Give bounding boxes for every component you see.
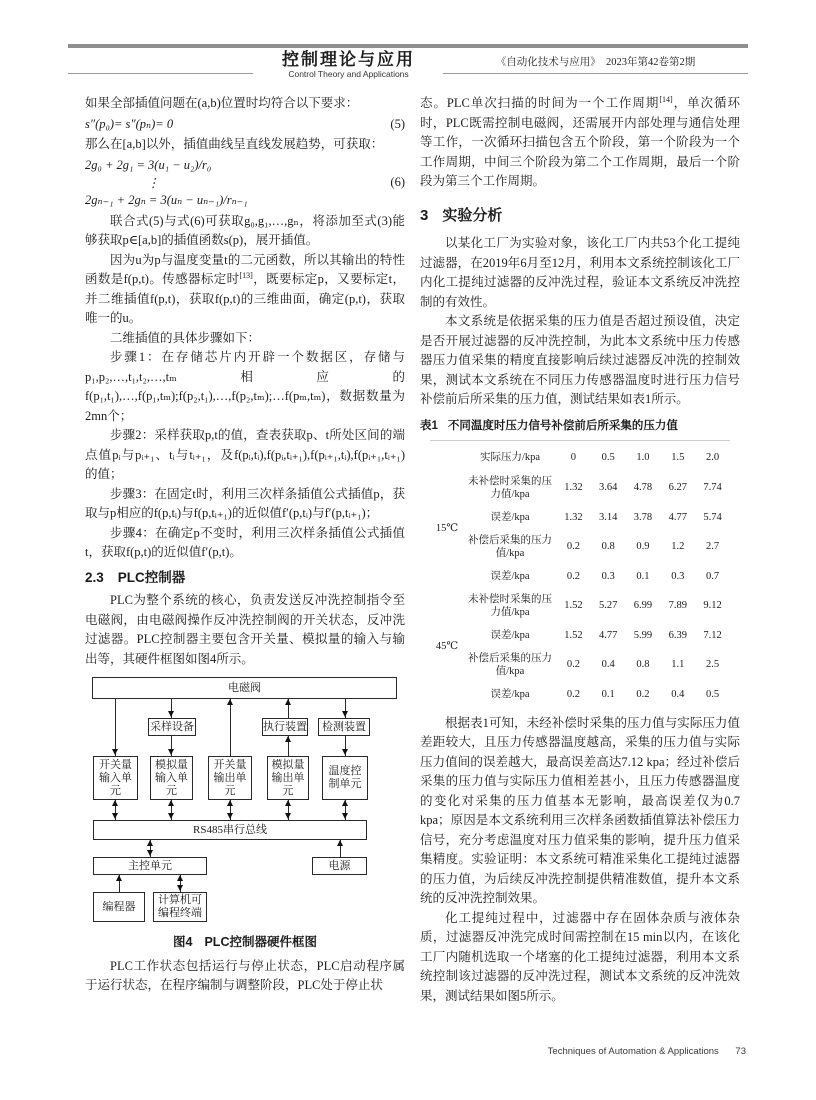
arrow-down-icon xyxy=(112,749,118,755)
diagram-box-analog-input-unit: 模拟量输入单元 xyxy=(150,756,193,800)
paragraph-plc-work: PLC工作状态包括运行与停止状态，PLC启动程序属于运行状态，在程序编制与调整阶段，PLC处于停止状 xyxy=(85,958,405,992)
arrow-down-icon xyxy=(227,813,233,819)
table1-header-row xyxy=(430,445,730,470)
table1-header-label: 实际压力/kpa xyxy=(479,451,541,463)
paragraph-then: 那么在[a,b]以外，插值曲线呈直线发展趋势，可获取： xyxy=(85,137,384,151)
diagram-box-programmer: 编程器 xyxy=(93,892,145,922)
table1-row xyxy=(464,647,730,683)
arrow-down-icon xyxy=(342,813,348,819)
arrow-up-icon xyxy=(227,800,233,806)
arrow-down-icon xyxy=(168,749,174,755)
figure4-caption-label: 图4 xyxy=(173,935,193,949)
paragraph-plc: PLC为整个系统的核心，负责发送反冲洗控制指令至电磁阀，由电磁阀操作反冲洗控制阀的开关状态，反冲洗过滤器。PLC控制器主要包含开关量、模拟量的输入与输出等，其硬件框图如图4所示。 xyxy=(85,593,405,666)
paragraph-step3: 步骤3：在固定t时，利用三次样条插值公式插值p，获取与p相应的f(p,tᵢ)与f(p,tᵢ₊₁)的近似值f′(p,tᵢ)与f′(p,tᵢ₊₁)； xyxy=(85,486,405,520)
table1-row-label: 未补偿时采集的压力值/kpa xyxy=(468,475,552,500)
table1-cell: 4.78 xyxy=(633,482,653,493)
connector-line xyxy=(230,699,231,756)
arrow-up-icon xyxy=(227,699,233,705)
table1 xyxy=(430,440,730,706)
table1-cell: 6.99 xyxy=(633,600,653,611)
journal-title-block xyxy=(246,51,451,79)
table1-cell: 4.77 xyxy=(668,511,687,523)
table1-cell: 0.4 xyxy=(601,659,615,670)
footer-journal-name: Techniques of Automation & Applications xyxy=(547,1046,719,1057)
table1-cell: 1.52 xyxy=(564,629,583,641)
diagram-box-main-control-unit: 主控单元 xyxy=(93,857,207,875)
arrow-up-icon xyxy=(168,800,174,806)
paragraph-table-analysis: 根据表1可知，未经补偿时采集的压力值与实际压力值差距较大，且压力传感器温度越高，采集的压力值与实际压力值间的误差越大，最高误差高达7.12 kpa；经过补偿后采集的压力值与实际压力值相差甚小，且压力传感器温度的变化对采集的压力值基本无影响，最高误差仅为0.7 kpa；原因是本文系统利用三次样条函数插值算法补偿压力信号，充分考虑温度对压力值采集的影响，提升压力值采集精度。实验证明：本文系统可精准采集化工提纯过滤器的压力值，为后续反冲洗控制提供精准数值，提升本文系统的反冲洗控制效果。 xyxy=(420,715,740,905)
table1-cell: 0.2 xyxy=(566,570,580,582)
section-heading-2-3 xyxy=(85,568,405,588)
table1-cell: 2.5 xyxy=(706,659,720,670)
table1-row-label: 补偿后采集的压力值/kpa xyxy=(468,534,552,559)
table1-cell: 0.2 xyxy=(566,541,580,552)
diagram-box-solenoid-valve: 电磁阀 xyxy=(92,677,397,699)
paragraph-because-part2: ，既要标定p，又要标定t，并二维插值f(p,t)，获取f(p,t)的三维曲面，确定(p,t)，获取唯一的u。 xyxy=(85,272,405,325)
table1-cell: 0.1 xyxy=(601,688,615,700)
table1-cell: 6.27 xyxy=(668,482,687,493)
arrow-up-icon xyxy=(147,840,153,846)
diagram-box-detector: 检测装置 xyxy=(318,718,370,736)
citation-14: [14] xyxy=(659,94,673,104)
table1-cell: 5.27 xyxy=(599,600,618,611)
table1-row-label: 误差/kpa xyxy=(490,511,530,523)
journal-title-cn: 控制理论与应用 xyxy=(282,50,415,69)
table1-cell: 0.2 xyxy=(566,659,580,670)
equation-6-line2: 2gₙ₋₁ + 2gₙ = 3(uₙ − uₙ₋₁)/rₙ₋₁ xyxy=(85,193,248,207)
paragraph-continuation-part1: 态。PLC单次扫描的时间为一个工作周期 xyxy=(420,96,660,110)
section-heading-3 xyxy=(420,206,740,226)
table1-row-label: 误差/kpa xyxy=(490,629,530,641)
arrow-down-icon xyxy=(177,885,183,891)
table1-cell: 7.89 xyxy=(668,600,687,611)
table1-cell: 0.8 xyxy=(601,541,615,552)
table1-cell: 2.7 xyxy=(706,541,720,552)
table1-cell: 1.32 xyxy=(564,482,583,493)
paragraph-step2: 步骤2：采样获取p,t的值，查表获取p、t所处区间的端点值pᵢ与pᵢ₊₁、tᵢ与tᵢ₊₁，及f(pᵢ,tᵢ),f(pᵢ,tᵢ₊₁),f(pᵢ₊₁,tᵢ),f(pᵢ₊₁,tᵢ₊₁)的值； xyxy=(85,428,405,481)
table1-cell: 1.2 xyxy=(671,541,685,552)
table1-cell: 5.74 xyxy=(703,511,722,523)
equation-6-body xyxy=(85,156,248,211)
table1-row xyxy=(464,529,730,565)
diagram-box-rs485-bus: RS485串行总线 xyxy=(93,820,367,840)
two-column-body xyxy=(85,94,740,1006)
page-footer xyxy=(548,1046,746,1057)
diagram-box-temp-control-unit: 温度控制单元 xyxy=(322,756,368,800)
figure4-caption xyxy=(85,933,405,953)
table1-cell: 3.78 xyxy=(633,511,653,523)
table1-cell: 7.74 xyxy=(703,482,722,493)
diagram-box-sampling-device: 采样设备 xyxy=(148,718,196,736)
paragraph-experiment-1: 以某化工厂为实验对象，该化工厂内共53个化工提纯过滤器，在2019年6月至12月，利用本文系统控制该化工厂内化工提纯过滤器的反冲洗过程，验证本文系统反冲洗控制的有效性。 xyxy=(420,236,740,309)
header-left-rule xyxy=(68,73,253,74)
table1-cell: 2.0 xyxy=(706,451,720,463)
diagram-box-actuator: 执行装置 xyxy=(262,718,308,736)
figure4-caption-text: PLC控制器硬件框图 xyxy=(204,935,317,949)
table1-cell: 1.1 xyxy=(671,659,685,670)
arrow-down-icon xyxy=(342,749,348,755)
table1-row xyxy=(464,624,730,647)
arrow-up-icon xyxy=(177,875,183,881)
table1-cell: 1.5 xyxy=(671,451,685,463)
diagram-box-power-supply: 电源 xyxy=(312,857,367,875)
issue-info: 《自动化技术与应用》 2023年第42卷第2期 xyxy=(443,54,748,74)
arrow-up-icon xyxy=(112,800,118,806)
paragraph-step1: 步骤1：在存储芯片内开辟一个数据区，存储与p₁,p₂,…,t₁,t₂,…,tₘ相应的f(p₁,t₁),…,f(p₁,tₘ);f(p₂,t₁),…,f(p₂,tₘ);…f(pₘ,tₘ)，数据数量为2mn个； xyxy=(85,350,405,423)
section-number: 2.3 xyxy=(85,569,104,585)
table1-row xyxy=(464,565,730,588)
paragraph-experiment-2: 本文系统是依据采集的压力值是否超过预设值，决定是否开展过滤器的反冲洗控制，为此本文系统中压力传感器压力值采集的精度直接影响后续过滤器反冲洗的控制效果，测试本文系统在不同压力传感器温度时进行压力信号补偿前后所采集的压力值，测试结果如表1所示。 xyxy=(420,314,740,406)
arrow-up-icon xyxy=(337,840,343,846)
table1-title xyxy=(420,418,740,434)
diagram-box-digital-input-unit: 开关量输入单元 xyxy=(93,756,138,800)
table1-row xyxy=(464,506,730,529)
table1-row-label: 补偿后采集的压力值/kpa xyxy=(468,652,552,677)
table1-cell: 0.9 xyxy=(636,541,650,552)
table1-cell: 0.8 xyxy=(636,659,650,670)
arrow-down-icon xyxy=(112,813,118,819)
table1-cell: 6.39 xyxy=(668,629,687,641)
table1-group-15c xyxy=(430,470,730,588)
arrow-down-icon xyxy=(342,711,348,717)
arrow-down-icon xyxy=(147,850,153,856)
arrow-down-icon xyxy=(285,813,291,819)
page-header xyxy=(68,44,748,82)
table1-group-rows xyxy=(464,470,730,588)
diagram-box-analog-output-unit: 模拟量输出单元 xyxy=(267,756,309,800)
citation-13: [13] xyxy=(239,270,253,280)
table1-group-45c xyxy=(430,588,730,706)
table1-cell: 5.99 xyxy=(633,629,653,641)
paragraph-union: 联合式(5)与式(6)可获取g₀,g₁,…,gₙ，将添加至式(3)能够获取p∈[a,b]的插值函数s(p)，展开插值。 xyxy=(85,213,405,247)
paragraph-because-part1: 因为u为p与温度变量t的二元函数，所以其输出的特性函数是f(p,t)。传感器标定时 xyxy=(85,252,405,286)
table1-cell: 9.12 xyxy=(703,600,722,611)
header-thick-rule xyxy=(68,44,748,48)
table1-cell: 3.64 xyxy=(599,482,618,493)
table1-row xyxy=(464,588,730,624)
figure4-diagram xyxy=(85,677,405,927)
diagram-box-programmable-terminal: 计算机可编程终端 xyxy=(153,892,207,922)
left-column xyxy=(85,94,405,1006)
diagram-box-digital-output-unit: 开关量输出单元 xyxy=(208,756,252,800)
equation-6 xyxy=(85,156,405,211)
table1-cell: 1.32 xyxy=(564,511,583,523)
table1-cell: 7.12 xyxy=(703,629,722,641)
arrow-up-icon xyxy=(116,875,122,881)
paragraph-requirement: 如果全部插值问题在(a,b)位置时均符合以下要求： xyxy=(85,96,359,110)
table1-cell: 0.4 xyxy=(671,688,685,700)
equation-6-vdots: ⋮ xyxy=(147,176,160,190)
arrow-down-icon xyxy=(168,711,174,717)
table1-cell: 3.14 xyxy=(599,511,618,523)
connector-line xyxy=(115,699,116,756)
section-title: PLC控制器 xyxy=(117,569,186,585)
section-title: 实验分析 xyxy=(442,206,503,224)
arrow-up-icon xyxy=(285,736,291,742)
paragraph-backflush-test: 化工提纯过程中，过滤器中存在固体杂质与液体杂质，过滤器反冲洗完成时间需控制在15 min以内，在该化工厂内随机选取一个堵塞的化工提纯过滤器，利用本文系统控制该过滤器的反冲洗过程，测试本文系统的反冲洗效果，测试结果如图5所示。 xyxy=(420,910,740,1003)
table1-temp-label: 45℃ xyxy=(435,641,459,652)
section-number: 3 xyxy=(420,206,429,224)
equation-5 xyxy=(85,115,405,135)
table1-title-text: 不同温度时压力信号补偿前后所采集的压力值 xyxy=(447,419,678,432)
journal-title-en: Control Theory and Applications xyxy=(288,69,409,79)
table1-row xyxy=(464,683,730,706)
table1-cell: 1.0 xyxy=(636,451,650,463)
paragraph-continuation-part2: ，单次循环时，PLC既需控制电磁阀，还需展开内部处理与通信处理等工作，一次循环扫描包含五个阶段，第一个阶段为一个工作周期，中间三个阶段为第二个工作周期，最后一个阶段为第三个工作周期。 xyxy=(420,96,740,188)
table1-cell: 0.3 xyxy=(671,570,685,582)
table1-cell: 1.52 xyxy=(564,600,583,611)
table1-cell: 0.2 xyxy=(636,688,650,700)
equation-6-number: (6) xyxy=(390,175,405,190)
equation-6-line1: 2g₀ + 2g₁ = 3(u₁ − u₂)/r₀ xyxy=(85,157,212,172)
arrow-up-icon xyxy=(285,800,291,806)
arrow-up-icon xyxy=(342,800,348,806)
table1-label: 表1 xyxy=(420,419,438,432)
table1-cell: 0.2 xyxy=(566,688,580,700)
table1-cell: 0 xyxy=(570,451,577,463)
table1-cell: 0.1 xyxy=(636,570,650,582)
paragraph-continuation xyxy=(420,94,740,192)
right-column xyxy=(420,94,740,1006)
table1-cell: 0.3 xyxy=(601,570,615,582)
table1-row-label: 未补偿时采集的压力值/kpa xyxy=(468,593,552,618)
page-number: 73 xyxy=(735,1046,746,1057)
paragraph-steps-intro: 二维插值的具体步骤如下： xyxy=(110,330,261,345)
arrow-up-icon xyxy=(285,699,291,705)
table1-cell: 0.5 xyxy=(706,688,720,700)
arrow-down-icon xyxy=(168,813,174,819)
table1-row xyxy=(464,470,730,506)
equation-5-body: s″(p₀)= s″(pₙ)= 0 xyxy=(85,116,174,131)
equation-5-number: (5) xyxy=(390,116,405,131)
table1-row-label: 误差/kpa xyxy=(490,570,530,582)
table1-row-label: 误差/kpa xyxy=(490,688,530,700)
table1-cell: 4.77 xyxy=(599,629,618,641)
paragraph-step4: 步骤4：在确定p不变时，利用三次样条插值公式插值t，获取f(p,t)的近似值f′(p,t)。 xyxy=(85,525,405,559)
table1-cell: 0.7 xyxy=(706,570,720,582)
paragraph-because xyxy=(85,251,405,329)
table1-cell: 0.5 xyxy=(601,451,615,463)
table1-temp-label: 15℃ xyxy=(435,523,459,534)
table1-group-rows xyxy=(464,588,730,706)
